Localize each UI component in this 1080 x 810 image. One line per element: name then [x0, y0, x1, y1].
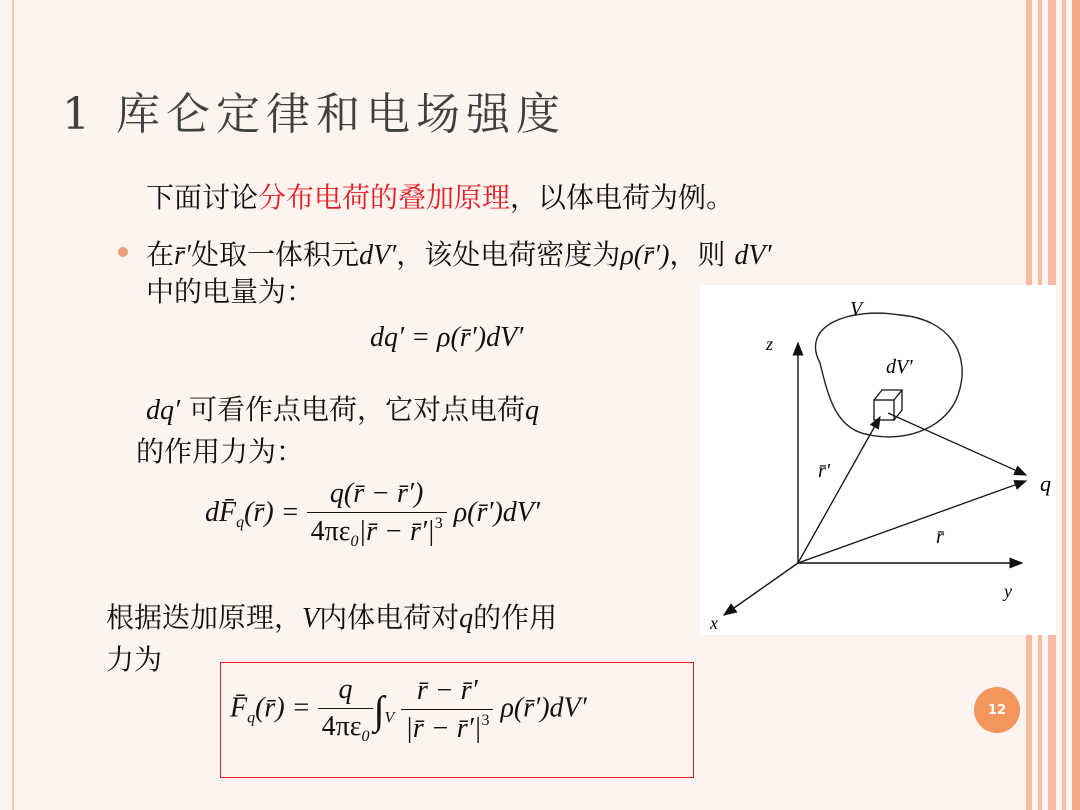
equation-dq: dq′ = ρ(r̄′)dV′	[370, 322, 524, 353]
symbol-q: q	[525, 395, 540, 426]
r-prime-to-q-vector	[888, 413, 1026, 475]
eq3-frac1-den-sub: 0	[361, 728, 370, 745]
left-border-line	[12, 0, 14, 810]
label-x: x	[710, 613, 718, 633]
eq2-lhs-sub: q	[236, 513, 245, 531]
intro-suffix: ，以体电荷为例。	[510, 181, 735, 214]
label-r-prime: r̄′	[818, 460, 831, 482]
charge-diagram	[700, 285, 1056, 635]
eq3-lhs-arg: (r̄) =	[255, 692, 311, 724]
r-vector	[798, 481, 1026, 563]
eq3-frac1-numerator: q	[318, 674, 374, 709]
bullet-text-c: ，该处电荷密度为	[396, 238, 621, 271]
symbol-r-prime: r̄′	[174, 240, 192, 271]
eq3-frac2-denominator	[401, 710, 493, 745]
eq3-frac1-denominator	[318, 709, 374, 746]
eq2-denominator	[307, 513, 447, 551]
equation-dF	[205, 478, 540, 551]
x-axis	[724, 563, 798, 615]
right-border-stripe	[1072, 0, 1080, 810]
eq2-fraction	[307, 478, 447, 551]
slide-title: 1 库仑定律和电场强度	[62, 89, 566, 140]
symbol-dv: dV′	[359, 240, 397, 271]
eq2-den-sup: 3	[434, 515, 443, 532]
symbol-rho: ρ(r̄′)	[620, 240, 670, 271]
label-z: z	[766, 334, 774, 354]
point-charge-line-2: 的作用力为：	[136, 435, 305, 468]
integral-sign: ∫	[373, 687, 385, 733]
eq2-numerator: q(r̄ − r̄′)	[307, 478, 447, 513]
point-charge-text: 可看作点电荷，它对点电荷	[189, 393, 526, 426]
label-y: y	[1004, 581, 1012, 601]
superposition-line-2: 力为	[106, 643, 163, 676]
eq2-den-a: 4πε	[310, 516, 351, 547]
superposition-text-b: 内体电荷对	[319, 601, 460, 634]
right-border-stripe	[1062, 0, 1066, 810]
bullet-dot	[118, 247, 128, 257]
label-V: V	[850, 298, 863, 320]
symbol-dq: dq′	[146, 395, 181, 426]
bullet-text-d: ，则	[669, 238, 726, 271]
eq3-frac2-den: |r̄ − r̄′|	[405, 713, 482, 744]
eq3-fraction-1	[318, 674, 374, 746]
page-number-badge: 12	[974, 687, 1020, 733]
symbol-q: q	[459, 603, 474, 634]
bullet-line-1	[146, 233, 772, 273]
label-dV: dV′	[886, 356, 913, 378]
eq2-den-b: |r̄ − r̄′|	[358, 516, 435, 547]
r-prime-vector	[798, 417, 880, 563]
intro-prefix: 下面讨论	[146, 181, 259, 214]
intro-highlight: 分布电荷的叠加原理	[258, 181, 511, 214]
symbol-V: V	[302, 603, 320, 634]
superposition-text-c: 的作用	[473, 601, 558, 634]
intro-line	[146, 176, 734, 216]
eq3-frac1-den-a: 4πε	[321, 711, 362, 742]
eq3-lhs: F̄	[230, 692, 248, 724]
eq2-lhs: dF̄	[205, 496, 237, 528]
eq3-lhs-sub: q	[247, 709, 256, 727]
eq3-fraction-2	[401, 675, 493, 745]
label-q: q	[1040, 471, 1051, 496]
label-r: r̄	[936, 526, 944, 548]
symbol-dv: dV′	[734, 240, 772, 271]
superposition-line-1	[106, 596, 557, 636]
equation-F	[230, 674, 587, 746]
point-charge-line-1	[146, 388, 539, 428]
superposition-text-a: 根据迭加原理，	[106, 601, 303, 634]
bullet-line-2: 中的电量为：	[146, 275, 315, 308]
eq2-den-sub: 0	[350, 533, 359, 550]
bullet-text-b: 处取一体积元	[191, 238, 360, 271]
eq3-tail: ρ(r̄′)dV′	[500, 692, 587, 724]
bullet-text-a: 在	[146, 238, 175, 271]
eq2-lhs-arg: (r̄) =	[244, 496, 300, 528]
eq3-frac2-den-sup: 3	[481, 712, 490, 729]
integral-sub: V	[384, 709, 395, 727]
eq2-tail: ρ(r̄′)dV′	[453, 496, 541, 528]
eq3-frac2-numerator: r̄ − r̄′	[401, 675, 493, 710]
volume-element-cube	[874, 390, 902, 420]
